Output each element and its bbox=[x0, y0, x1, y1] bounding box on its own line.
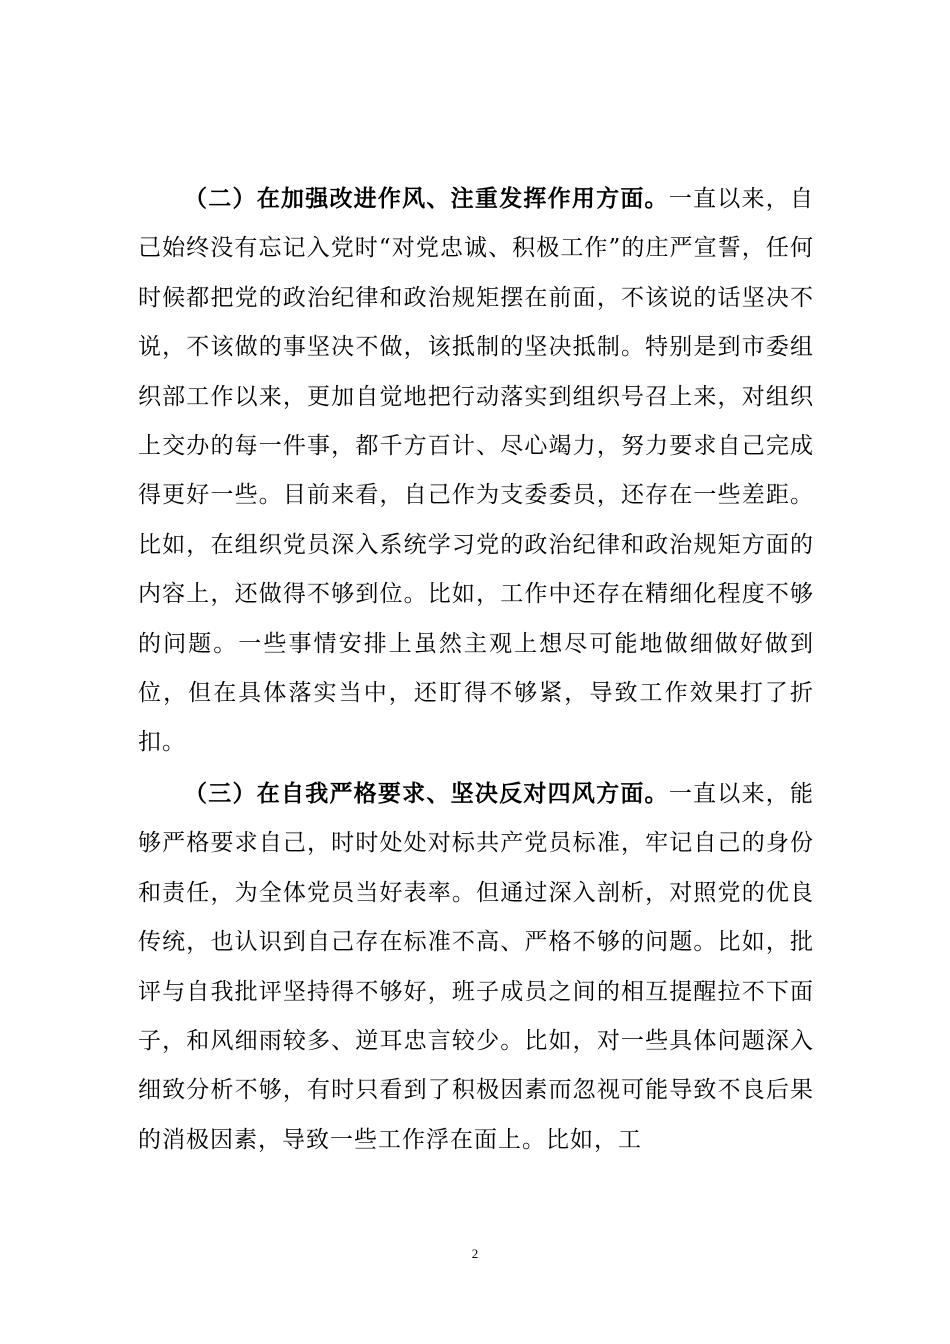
page-number: 2 bbox=[471, 1246, 479, 1261]
section-heading: （二）在加强改进作风、注重发挥作用方面。 bbox=[184, 185, 669, 212]
paragraph-text: 一直以来，自己始终没有忘记入党时“对党忠诚、积极工作”的庄严宣誓，任何时候都把党的政治纪律和政治规矩摆在前面，不该说的话坚决不说，不该做的事坚决不做，该抵制的坚决抵制。特别是到市委组织部工作以来，更加自觉地把行动落实到组织号召上来，对组织上交办的每一件事，都千方百计、尽心竭力，努力要求自己完成得更好一些。目前来看，自己作为支委委员，还存在一些差距。比如，在组织党员深入系统学习党的政治纪律和政治规矩方面的内容上，还做得不够到位。比如，工作中还存在精细化程度不够的问题。一些事情安排上虽然主观上想尽可能地做细做好做到位，但在具体落实当中，还盯得不够紧，导致工作效果打了折扣。 bbox=[138, 186, 815, 756]
paragraph-text: 一直以来，能够严格要求自己，时时处处对标共产党员标准，牢记自己的身份和责任，为全体党员当好表率。但通过深入剖析，对照党的优良传统，也认识到自己存在标准不高、严格不够的问题。比如，批评与自我批评坚持得不够好，班子成员之间的相互提醒拉不下面子，和风细雨较多、逆耳忠言较少。比如，对一些具体问题深入细致分析不够，有时只看到了积极因素而忽视可能导致不良后果的消极因素，导致一些工作浮在面上。比如，工 bbox=[138, 780, 815, 1153]
section-heading: （三）在自我严格要求、坚决反对四风方面。 bbox=[184, 779, 669, 807]
paragraph-section-3 bbox=[138, 769, 814, 1165]
document-body bbox=[138, 174, 814, 1165]
paragraph-section-2 bbox=[138, 174, 814, 768]
